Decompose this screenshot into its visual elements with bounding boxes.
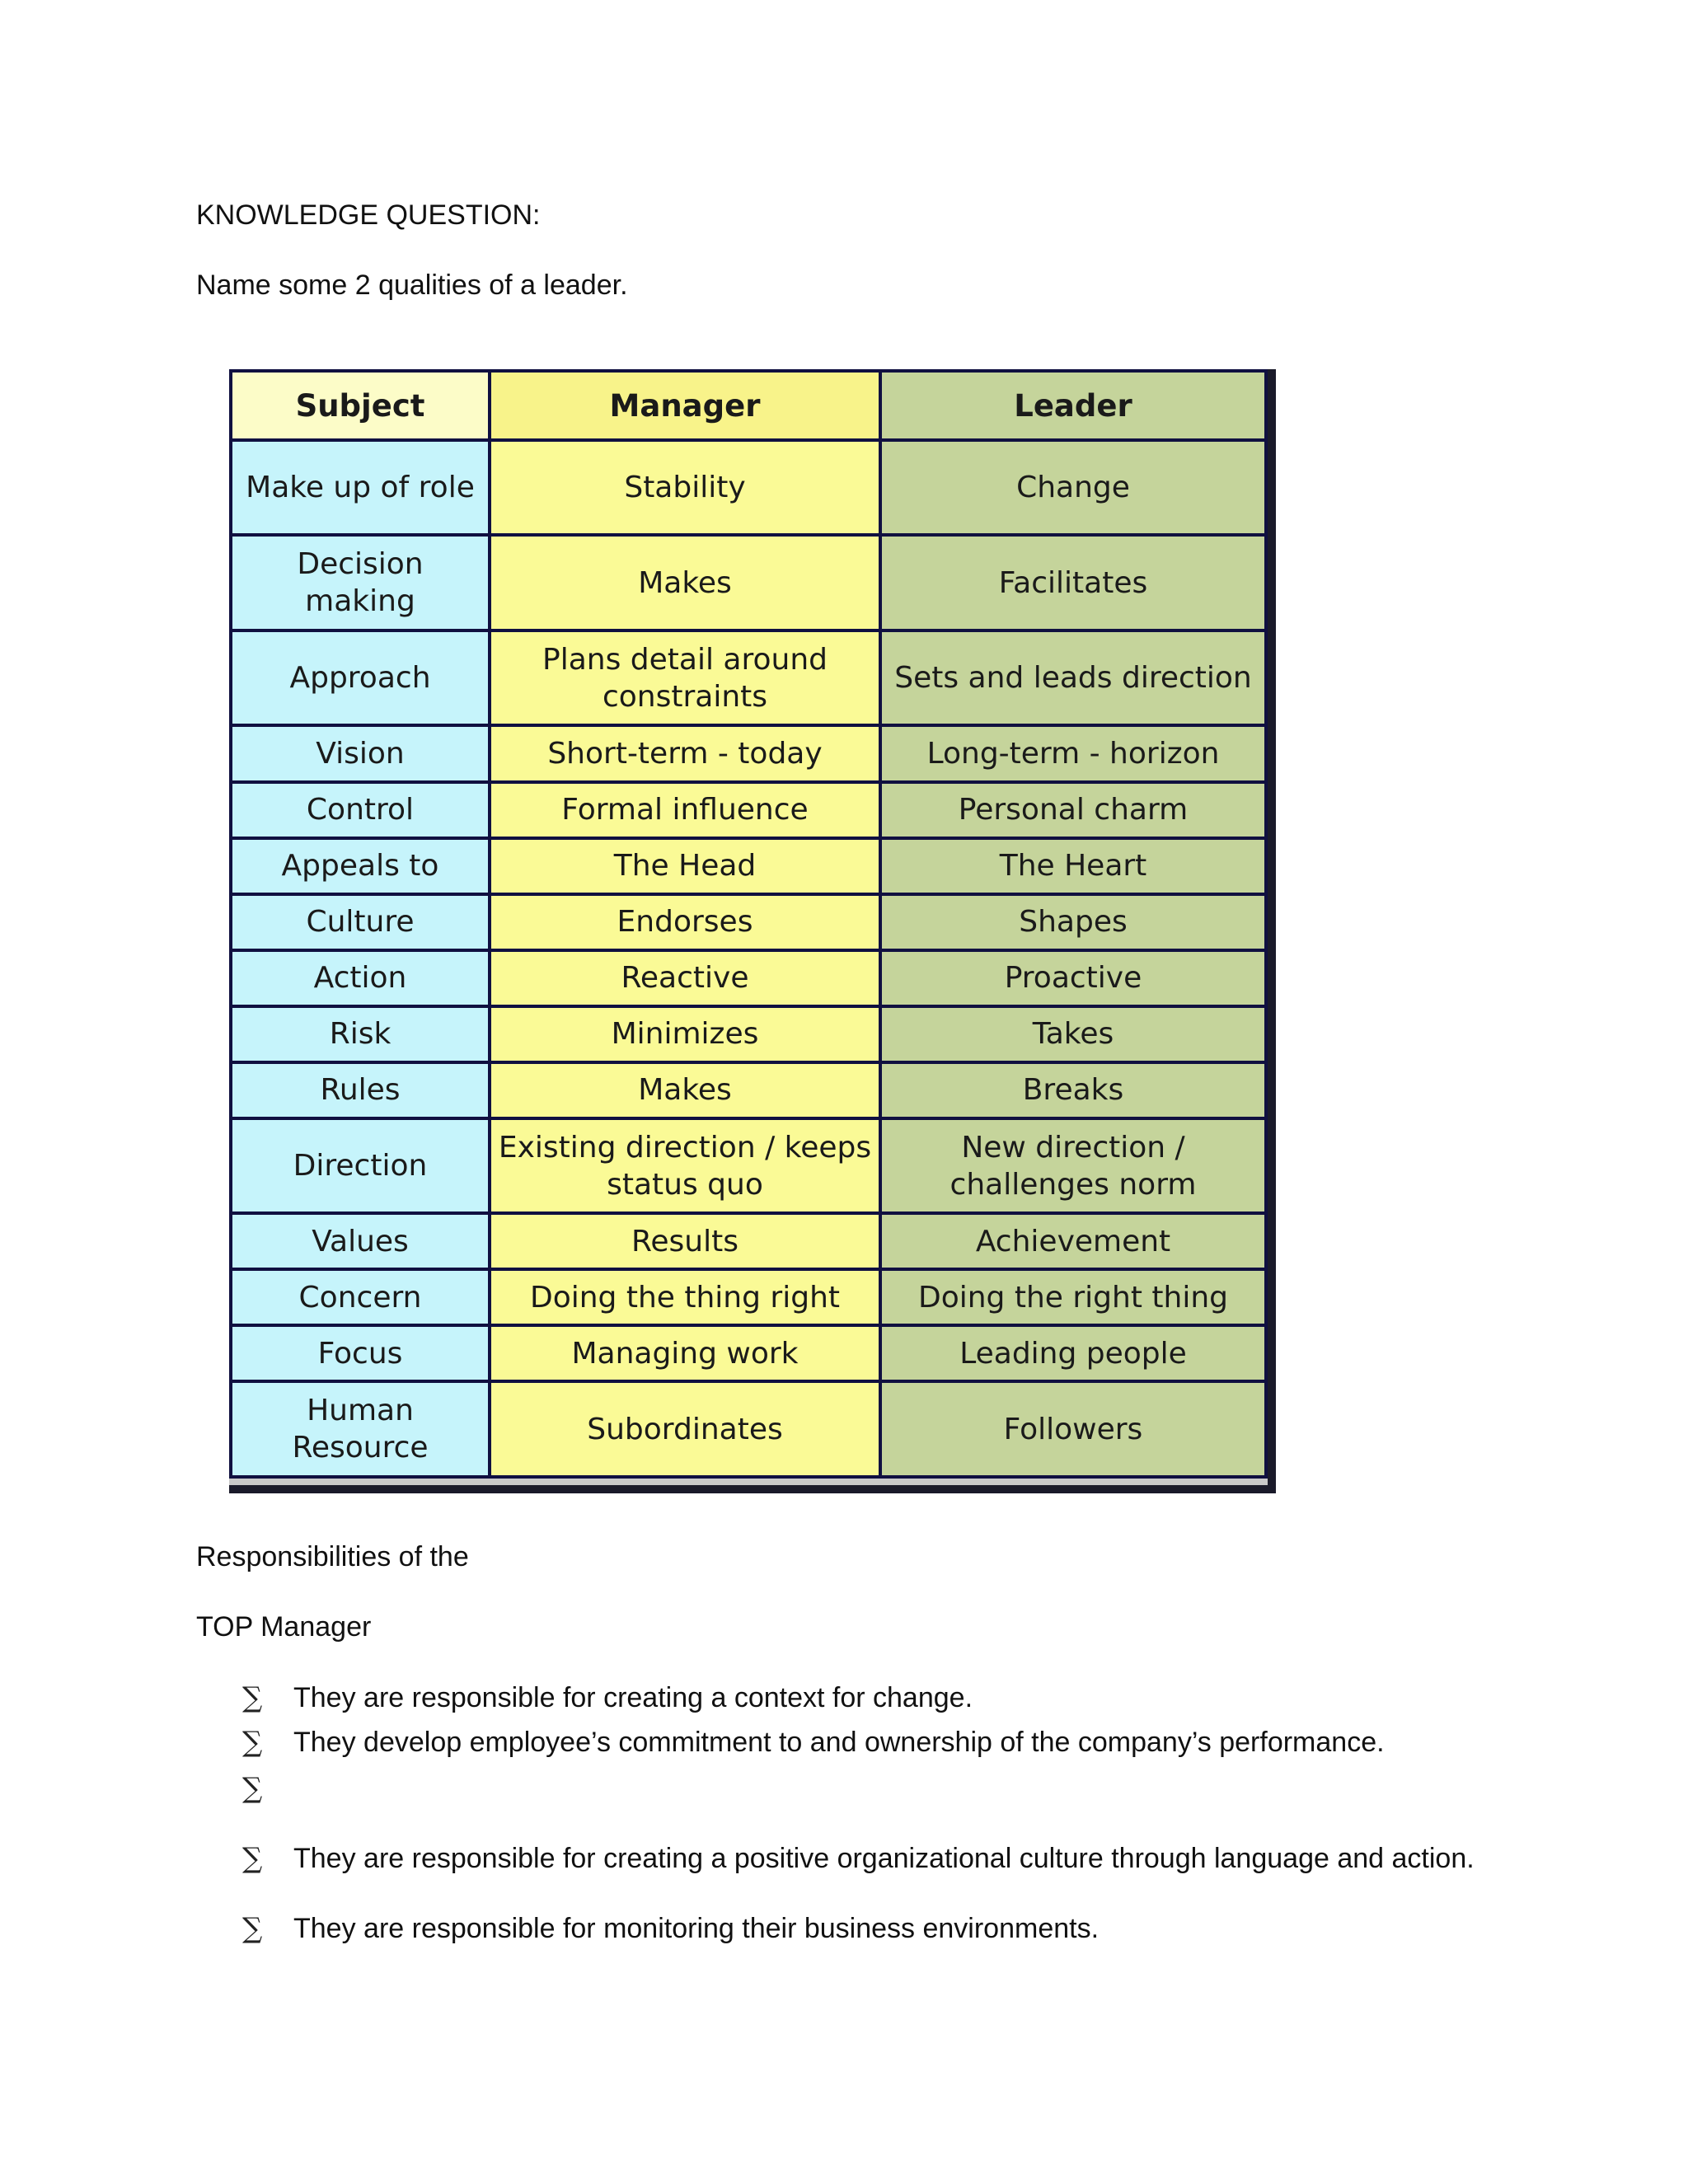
responsibilities-heading: Responsibilities of the bbox=[196, 1541, 469, 1572]
subject-cell: Appeals to bbox=[231, 838, 490, 894]
sigma-bullet-icon: ∑ bbox=[242, 1681, 263, 1714]
manager-cell: Short-term - today bbox=[490, 725, 880, 781]
subject-cell: Direction bbox=[231, 1118, 490, 1213]
question-heading: KNOWLEDGE QUESTION: bbox=[196, 199, 541, 231]
subject-cell: Make up of role bbox=[231, 440, 490, 535]
subject-cell: Culture bbox=[231, 894, 490, 950]
manager-cell: Makes bbox=[490, 1062, 880, 1118]
table-row bbox=[231, 630, 1266, 725]
table-row bbox=[231, 440, 1266, 535]
manager-cell: The Head bbox=[490, 838, 880, 894]
subject-cell: Risk bbox=[231, 1006, 490, 1062]
table-row bbox=[231, 1062, 1266, 1118]
leader-cell: Breaks bbox=[880, 1062, 1266, 1118]
leader-cell: Shapes bbox=[880, 894, 1266, 950]
leader-cell: Change bbox=[880, 440, 1266, 535]
table-row bbox=[231, 838, 1266, 894]
sigma-bullet-icon: ∑ bbox=[242, 1772, 263, 1805]
question-text: Name some 2 qualities of a leader. bbox=[196, 269, 628, 301]
table-row bbox=[231, 1118, 1266, 1213]
table-row bbox=[231, 894, 1266, 950]
leader-cell: Doing the right thing bbox=[880, 1269, 1266, 1325]
sigma-bullet-icon: ∑ bbox=[242, 1912, 263, 1945]
manager-vs-leader-table bbox=[229, 369, 1268, 1479]
table-row bbox=[231, 1213, 1266, 1269]
subject-cell: Rules bbox=[231, 1062, 490, 1118]
manager-cell: Results bbox=[490, 1213, 880, 1269]
responsibility-item: They are responsible for creating a positive organizational culture through language and action. bbox=[293, 1843, 1475, 1874]
sigma-bullet-icon: ∑ bbox=[242, 1842, 263, 1875]
header-subject: Subject bbox=[231, 371, 490, 440]
responsibility-item: They are responsible for monitoring their business environments. bbox=[293, 1913, 1100, 1944]
manager-cell: Minimizes bbox=[490, 1006, 880, 1062]
table-row bbox=[231, 725, 1266, 781]
sigma-bullet-icon: ∑ bbox=[242, 1726, 263, 1759]
leader-cell: Personal charm bbox=[880, 782, 1266, 838]
table-row bbox=[231, 1006, 1266, 1062]
manager-cell: Plans detail around constraints bbox=[490, 630, 880, 725]
subject-cell: Vision bbox=[231, 725, 490, 781]
leader-cell: Takes bbox=[880, 1006, 1266, 1062]
leader-cell: Leading people bbox=[880, 1325, 1266, 1381]
leader-cell: Long-term - horizon bbox=[880, 725, 1266, 781]
leader-cell: Proactive bbox=[880, 950, 1266, 1006]
table-row bbox=[231, 950, 1266, 1006]
responsibility-item: They are responsible for creating a context for change. bbox=[293, 1682, 973, 1713]
subject-cell: Human Resource bbox=[231, 1381, 490, 1477]
leader-cell: Followers bbox=[880, 1381, 1266, 1477]
manager-cell: Makes bbox=[490, 535, 880, 630]
leader-cell: Sets and leads direction bbox=[880, 630, 1266, 725]
manager-cell: Endorses bbox=[490, 894, 880, 950]
header-manager: Manager bbox=[490, 371, 880, 440]
subject-cell: Approach bbox=[231, 630, 490, 725]
subject-cell: Control bbox=[231, 782, 490, 838]
manager-cell: Doing the thing right bbox=[490, 1269, 880, 1325]
leader-cell: The Heart bbox=[880, 838, 1266, 894]
manager-cell: Existing direction / keeps status quo bbox=[490, 1118, 880, 1213]
table-row bbox=[231, 1381, 1266, 1477]
leader-cell: New direction / challenges norm bbox=[880, 1118, 1266, 1213]
table-row bbox=[231, 1269, 1266, 1325]
subject-cell: Values bbox=[231, 1213, 490, 1269]
subject-cell: Concern bbox=[231, 1269, 490, 1325]
table-row bbox=[231, 1325, 1266, 1381]
subject-cell: Action bbox=[231, 950, 490, 1006]
subject-cell: Decision making bbox=[231, 535, 490, 630]
leader-cell: Achievement bbox=[880, 1213, 1266, 1269]
table-row bbox=[231, 535, 1266, 630]
responsibility-item: They develop employee’s commitment to and ownership of the company’s performance. bbox=[293, 1727, 1385, 1758]
responsibilities-subheading: TOP Manager bbox=[196, 1611, 372, 1643]
table-row bbox=[231, 782, 1266, 838]
comparison-table-frame bbox=[229, 369, 1276, 1493]
leader-cell: Facilitates bbox=[880, 535, 1266, 630]
manager-cell: Reactive bbox=[490, 950, 880, 1006]
manager-cell: Managing work bbox=[490, 1325, 880, 1381]
manager-cell: Subordinates bbox=[490, 1381, 880, 1477]
subject-cell: Focus bbox=[231, 1325, 490, 1381]
manager-cell: Formal influence bbox=[490, 782, 880, 838]
manager-cell: Stability bbox=[490, 440, 880, 535]
header-leader: Leader bbox=[880, 371, 1266, 440]
table-header-row bbox=[231, 371, 1266, 440]
